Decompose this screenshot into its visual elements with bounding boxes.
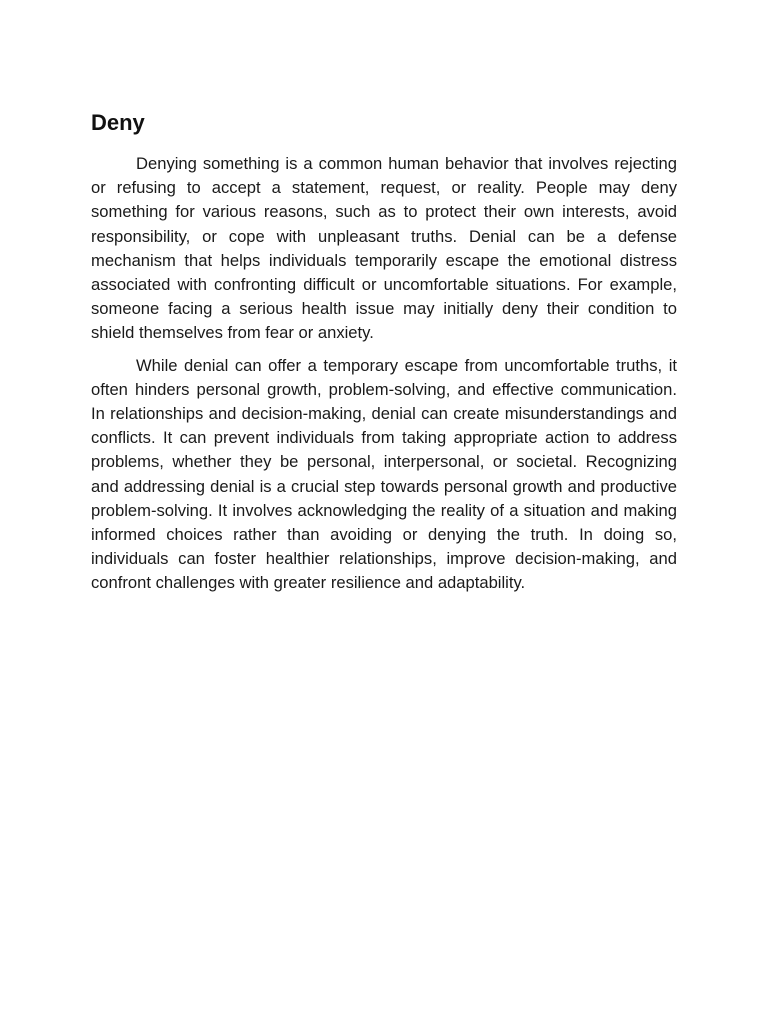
paragraph: Denying something is a common human behavior that involves rejecting or refusing to accept a statement, request, or reality. People may deny something for various reasons, such as to protect their own interests, avoid responsibility, or cope with unpleasant truths. Denial can be a defense mechanism that helps individuals temporarily escape the emotional distress associated with confronting difficult or uncomfortable situations. For example, someone facing a serious health issue may initially deny their condition to shield themselves from fear or anxiety. [91,154,677,343]
paragraph: While denial can offer a temporary escape from uncomfortable truths, it often hinders personal growth, problem-solving, and effective communication. In relationships and decision-making, denial can create misunderstandings and conflicts. It can prevent individuals from taking appropriate action to address problems, whether they be personal, interpersonal, or societal. Recognizing and addressing denial is a crucial step towards personal growth and productive problem-solving. It involves acknowledging the reality of a situation and making informed choices rather than avoiding or denying the truth. In doing so, individuals can foster healthier relationships, improve decision-making, and confront challenges with greater resilience and adaptability. [91,355,677,593]
document-body [91,110,677,604]
document-title: Deny [91,110,145,135]
